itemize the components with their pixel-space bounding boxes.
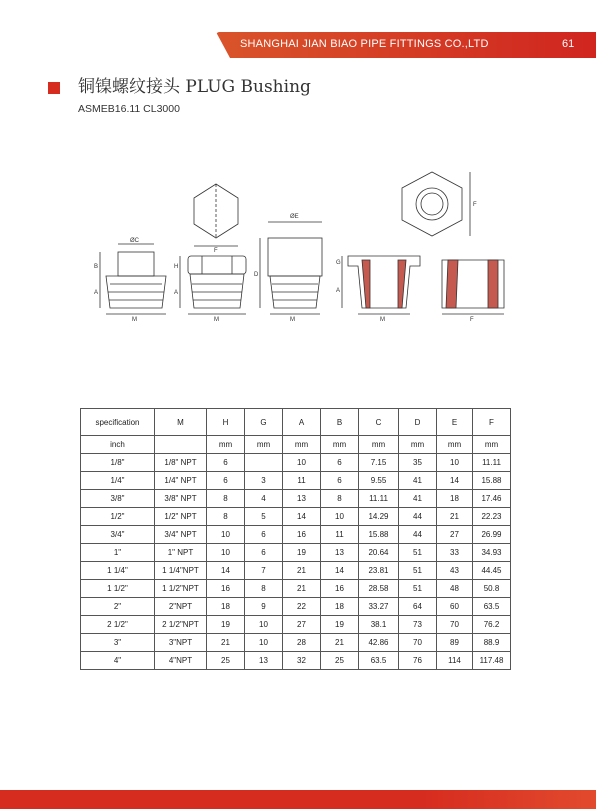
table-cell: 13 [245, 652, 283, 670]
table-cell: 34.93 [473, 544, 511, 562]
dim-d-label: D [254, 272, 259, 278]
dim-m-label-4: M [380, 317, 385, 323]
table-cell: D [399, 409, 437, 436]
table-cell: 7 [245, 562, 283, 580]
table-cell: H [207, 409, 245, 436]
table-cell: 15.88 [359, 526, 399, 544]
table-cell: 2"NPT [155, 598, 207, 616]
table-cell: 13 [321, 544, 359, 562]
table-cell: 63.5 [359, 652, 399, 670]
table-cell: 51 [399, 562, 437, 580]
dim-c-label: ØC [130, 238, 139, 244]
table-cell: 6 [321, 472, 359, 490]
table-row [81, 526, 511, 544]
table-cell: 10 [245, 616, 283, 634]
dim-e-label: ØE [290, 214, 299, 220]
spec-table [80, 408, 511, 670]
table-cell: 44 [399, 526, 437, 544]
table-cell: F [473, 409, 511, 436]
table-cell: specification [81, 409, 155, 436]
dim-m-label-1: M [132, 317, 137, 323]
table-cell: 89 [437, 634, 473, 652]
table-cell: 1 1/2" [81, 580, 155, 598]
table-row [81, 508, 511, 526]
table-cell: 76 [399, 652, 437, 670]
table-cell: 4" [81, 652, 155, 670]
table-row [81, 472, 511, 490]
table-cell: 16 [207, 580, 245, 598]
table-cell: 8 [207, 508, 245, 526]
table-cell: 3/4" NPT [155, 526, 207, 544]
table-cell: 19 [283, 544, 321, 562]
table-cell [155, 436, 207, 454]
table-cell: 38.1 [359, 616, 399, 634]
table-cell: 1/2" NPT [155, 508, 207, 526]
table-cell: mm [283, 436, 321, 454]
standard-label: ASMEB16.11 CL3000 [78, 103, 180, 115]
table-cell: mm [207, 436, 245, 454]
company-name: SHANGHAI JIAN BIAO PIPE FITTINGS CO.,LTD [240, 38, 489, 50]
table-cell: 15.88 [473, 472, 511, 490]
table-cell: 11 [321, 526, 359, 544]
table-cell: mm [245, 436, 283, 454]
table-cell: 76.2 [473, 616, 511, 634]
table-cell: 42.86 [359, 634, 399, 652]
table-cell: 6 [207, 472, 245, 490]
hex-top-drawing [194, 184, 238, 246]
table-cell: 44 [399, 508, 437, 526]
table-row [81, 616, 511, 634]
table-cell: 64 [399, 598, 437, 616]
table-cell: 9 [245, 598, 283, 616]
table-cell: 3 [245, 472, 283, 490]
table-row [81, 580, 511, 598]
table-cell: 28.58 [359, 580, 399, 598]
table-cell: inch [81, 436, 155, 454]
technical-drawings [80, 168, 520, 328]
table-cell: A [283, 409, 321, 436]
table-cell: 21 [437, 508, 473, 526]
table-cell: 19 [321, 616, 359, 634]
table-cell: 28 [283, 634, 321, 652]
table-cell: 70 [399, 634, 437, 652]
table-cell: 2 1/2" [81, 616, 155, 634]
table-row [81, 544, 511, 562]
table-cell: 43 [437, 562, 473, 580]
table-cell: 51 [399, 580, 437, 598]
table-cell: 23.81 [359, 562, 399, 580]
table-cell: 18 [207, 598, 245, 616]
table-cell: 20.64 [359, 544, 399, 562]
table-cell: 48 [437, 580, 473, 598]
table-cell: 16 [321, 580, 359, 598]
table-cell: 8 [207, 490, 245, 508]
table-cell: 14 [437, 472, 473, 490]
table-cell: 14.29 [359, 508, 399, 526]
table-cell: 1/2" [81, 508, 155, 526]
table-cell: 33.27 [359, 598, 399, 616]
bushing-outer-section-drawing [442, 260, 504, 314]
table-row [81, 436, 511, 454]
table-cell: 26.99 [473, 526, 511, 544]
table-cell: 10 [321, 508, 359, 526]
table-cell: 51 [399, 544, 437, 562]
table-cell: 11 [283, 472, 321, 490]
table-cell: 1/8" [81, 454, 155, 472]
table-row [81, 652, 511, 670]
table-cell: 6 [245, 526, 283, 544]
table-row [81, 634, 511, 652]
table-cell: 114 [437, 652, 473, 670]
table-cell: 3"NPT [155, 634, 207, 652]
table-cell: 2" [81, 598, 155, 616]
dim-g-label: G [336, 260, 341, 266]
dim-a-label-1: A [94, 290, 99, 296]
table-cell: 4"NPT [155, 652, 207, 670]
table-cell: 22 [283, 598, 321, 616]
hex-plug-side-drawing [180, 256, 246, 314]
table-row [81, 598, 511, 616]
dim-f-label-1: F [214, 248, 218, 254]
table-cell: 63.5 [473, 598, 511, 616]
table-cell: 14 [321, 562, 359, 580]
table-cell: 1" [81, 544, 155, 562]
table-cell: 13 [283, 490, 321, 508]
table-cell: 11.11 [359, 490, 399, 508]
dim-m-label-3: M [290, 317, 295, 323]
table-cell: 22.23 [473, 508, 511, 526]
table-cell: 50.8 [473, 580, 511, 598]
bushing-hex-top-drawing [402, 172, 470, 236]
table-cell: 10 [207, 526, 245, 544]
table-cell [245, 454, 283, 472]
table-cell: 1/4" NPT [155, 472, 207, 490]
table-cell: 25 [321, 652, 359, 670]
table-cell: 8 [321, 490, 359, 508]
table-cell: 6 [207, 454, 245, 472]
table-cell: 41 [399, 490, 437, 508]
table-cell: 18 [437, 490, 473, 508]
table-cell: 10 [437, 454, 473, 472]
table-cell: 6 [245, 544, 283, 562]
table-cell: 8 [245, 580, 283, 598]
table-cell: 88.9 [473, 634, 511, 652]
table-cell: 19 [207, 616, 245, 634]
title-marker-icon [48, 82, 60, 94]
table-cell: 14 [283, 508, 321, 526]
table-cell: 14 [207, 562, 245, 580]
table-cell: 27 [283, 616, 321, 634]
page-number: 61 [562, 38, 575, 50]
table-cell: E [437, 409, 473, 436]
dim-h-label: H [174, 264, 179, 270]
table-cell: 1/4" [81, 472, 155, 490]
table-cell: 1 1/2"NPT [155, 580, 207, 598]
table-cell: 21 [321, 634, 359, 652]
table-cell: 18 [321, 598, 359, 616]
table-cell: mm [359, 436, 399, 454]
table-cell: 3/4" [81, 526, 155, 544]
table-cell: C [359, 409, 399, 436]
table-row [81, 409, 511, 436]
table-cell: B [321, 409, 359, 436]
table-cell: 41 [399, 472, 437, 490]
table-cell: 10 [207, 544, 245, 562]
dim-a-label-2: A [174, 290, 179, 296]
table-cell: 11.11 [473, 454, 511, 472]
table-cell: 35 [399, 454, 437, 472]
table-cell: G [245, 409, 283, 436]
table-cell: 7.15 [359, 454, 399, 472]
dim-b-label-1: B [94, 264, 99, 270]
table-row [81, 562, 511, 580]
table-cell: 33 [437, 544, 473, 562]
table-cell: 1/8" NPT [155, 454, 207, 472]
table-cell: 10 [283, 454, 321, 472]
table-cell: M [155, 409, 207, 436]
table-row [81, 454, 511, 472]
table-cell: 117.48 [473, 652, 511, 670]
table-cell: 2 1/2"NPT [155, 616, 207, 634]
plug-side-drawing [100, 244, 166, 314]
table-cell: 21 [207, 634, 245, 652]
table-cell: 32 [283, 652, 321, 670]
table-cell: 1" NPT [155, 544, 207, 562]
table-cell: 60 [437, 598, 473, 616]
table-row [81, 490, 511, 508]
dim-f-label-3: F [470, 317, 474, 323]
dim-m-label-2: M [214, 317, 219, 323]
table-cell: 70 [437, 616, 473, 634]
table-cell: mm [473, 436, 511, 454]
bushing-section-drawing [342, 256, 420, 314]
table-cell: 4 [245, 490, 283, 508]
table-cell: mm [321, 436, 359, 454]
table-cell: 3" [81, 634, 155, 652]
table-cell: 21 [283, 580, 321, 598]
table-cell: 5 [245, 508, 283, 526]
table-cell: 44.45 [473, 562, 511, 580]
table-cell: 17.46 [473, 490, 511, 508]
table-cell: 3/8" [81, 490, 155, 508]
footer-bar [0, 790, 596, 809]
table-cell: 3/8" NPT [155, 490, 207, 508]
table-cell: 6 [321, 454, 359, 472]
round-plug-drawing [260, 222, 322, 314]
table-cell: 21 [283, 562, 321, 580]
table-cell: 9.55 [359, 472, 399, 490]
dim-f-label-2: F [473, 202, 477, 208]
table-cell: 10 [245, 634, 283, 652]
table-cell: 25 [207, 652, 245, 670]
table-cell: 16 [283, 526, 321, 544]
table-cell: 73 [399, 616, 437, 634]
table-cell: mm [399, 436, 437, 454]
table-cell: 1 1/4"NPT [155, 562, 207, 580]
table-cell: mm [437, 436, 473, 454]
table-cell: 1 1/4" [81, 562, 155, 580]
dim-a-label-3: A [336, 288, 341, 294]
page-title: 铜镍螺纹接头 PLUG Bushing [78, 77, 311, 97]
table-cell: 27 [437, 526, 473, 544]
